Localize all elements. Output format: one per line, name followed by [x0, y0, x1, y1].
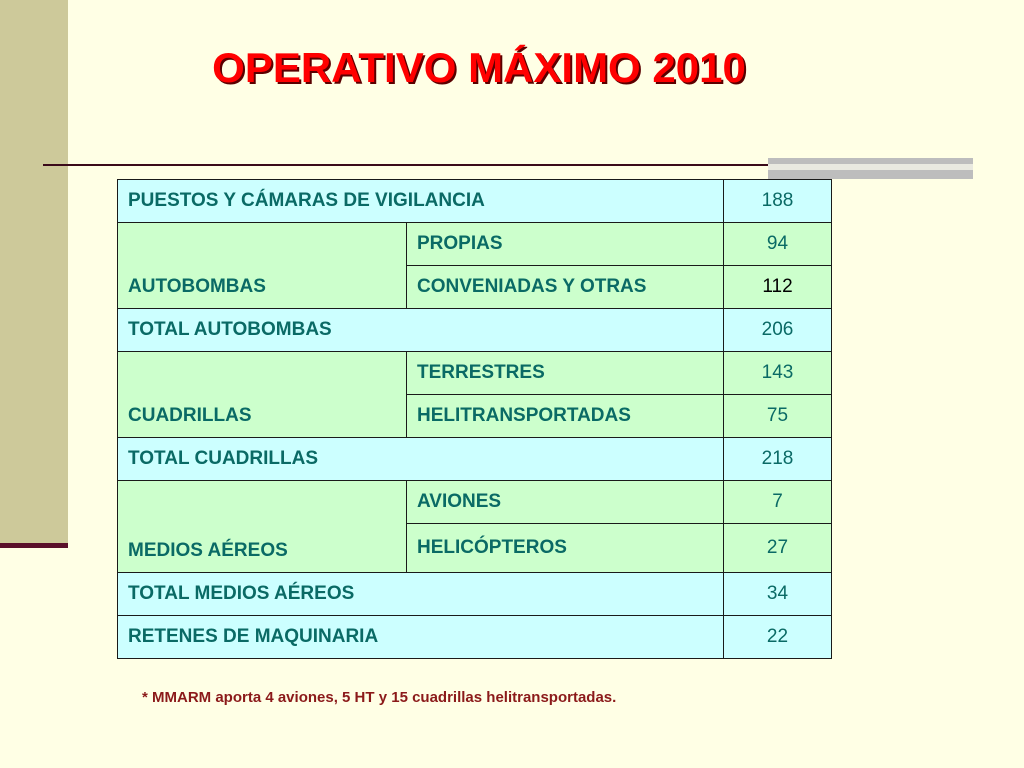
- left-bar-underline: [0, 543, 68, 548]
- table-row: [118, 573, 832, 616]
- conveniadas-label: CONVENIADAS Y OTRAS: [407, 266, 724, 309]
- aviones-value: 7: [724, 481, 832, 524]
- helicopteros-value: 27: [724, 524, 832, 573]
- slide-title: OPERATIVO MÁXIMO 2010: [212, 44, 746, 91]
- table-row: [118, 180, 832, 223]
- table-row: [118, 438, 832, 481]
- total-autobombas-value: 206: [724, 309, 832, 352]
- total-cuadrillas-label: TOTAL CUADRILLAS: [118, 438, 724, 481]
- title-divider-accent: [768, 158, 973, 179]
- title-divider: [43, 164, 769, 166]
- retenes-label: RETENES DE MAQUINARIA: [118, 616, 724, 659]
- total-cuadrillas-value: 218: [724, 438, 832, 481]
- helitransportadas-label: HELITRANSPORTADAS: [407, 395, 724, 438]
- table-row: [118, 223, 832, 266]
- table-row: [118, 352, 832, 395]
- autobombas-group-label: AUTOBOMBAS: [118, 223, 407, 309]
- propias-value: 94: [724, 223, 832, 266]
- table-row: [118, 616, 832, 659]
- cuadrillas-group-label: CUADRILLAS: [118, 352, 407, 438]
- terrestres-value: 143: [724, 352, 832, 395]
- total-medios-value: 34: [724, 573, 832, 616]
- retenes-value: 22: [724, 616, 832, 659]
- total-medios-label: TOTAL MEDIOS AÉREOS: [118, 573, 724, 616]
- puestos-value: 188: [724, 180, 832, 223]
- terrestres-label: TERRESTRES: [407, 352, 724, 395]
- helicopteros-label: HELICÓPTEROS: [407, 524, 724, 573]
- footnote: * MMARM aporta 4 aviones, 5 HT y 15 cuadrillas helitransportadas.: [142, 689, 617, 706]
- helitransportadas-value: 75: [724, 395, 832, 438]
- puestos-label: PUESTOS Y CÁMARAS DE VIGILANCIA: [118, 180, 724, 223]
- aviones-label: AVIONES: [407, 481, 724, 524]
- table-row: [118, 481, 832, 524]
- total-autobombas-label: TOTAL AUTOBOMBAS: [118, 309, 724, 352]
- medios-group-label: MEDIOS AÉREOS: [118, 481, 407, 573]
- conveniadas-value: 112: [724, 266, 832, 309]
- table-row: [118, 309, 832, 352]
- operativo-table: [117, 179, 832, 659]
- propias-label: PROPIAS: [407, 223, 724, 266]
